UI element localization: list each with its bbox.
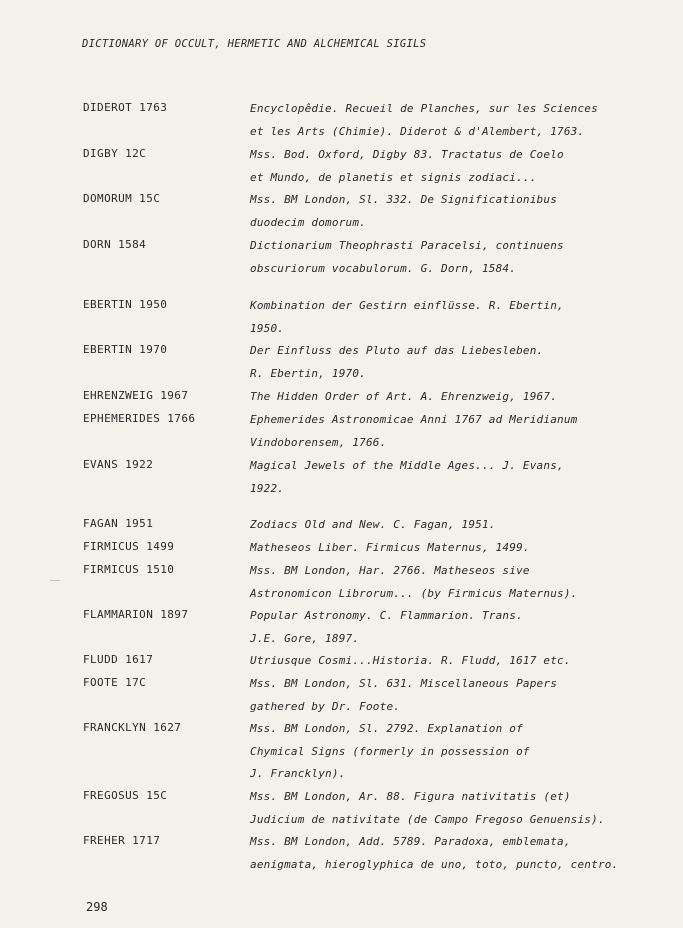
page-number: 298 (86, 900, 108, 914)
entry-reference (250, 789, 670, 834)
reference-line: Zodiacs Old and New. C. Fagan, 1951. (250, 518, 496, 531)
entry-reference (250, 458, 670, 503)
entry-key: DORN 1584 (83, 238, 147, 251)
entry-key: EBERTIN 1950 (83, 298, 168, 311)
entry-key: DIGBY 12C (83, 147, 147, 160)
entry-key: DOMORUM 15C (83, 192, 161, 205)
reference-line: Ephemerides Astronomicae Anni 1767 ad Meridianum (250, 413, 578, 426)
reference-line: J.E. Gore, 1897. (250, 631, 360, 645)
entry-key: EPHEMERIDES 1766 (83, 412, 196, 425)
reference-line: et les Arts (Chimie). Diderot & d'Alembert, 1763. (250, 124, 585, 138)
entry-key: DIDEROT 1763 (83, 101, 168, 114)
reference-line: Popular Astronomy. C. Flammarion. Trans. (250, 609, 523, 622)
entry-reference (250, 147, 670, 192)
running-head: DICTIONARY OF OCCULT, HERMETIC AND ALCHEMICAL SIGILS (82, 38, 427, 50)
reference-line: The Hidden Order of Art. A. Ehrenzweig, 1967. (250, 390, 558, 403)
reference-line: R. Ebertin, 1970. (250, 366, 366, 380)
reference-line: Der Einfluss des Pluto auf das Liebesleben. (250, 344, 544, 357)
reference-line: J. Francklyn). (250, 767, 346, 780)
entry-reference (250, 238, 670, 283)
reference-line: duodecim domorum. (250, 215, 366, 229)
entry-key: FREHER 1717 (83, 834, 161, 847)
entry-key: FOOTE 17C (83, 676, 147, 689)
reference-line: Matheseos Liber. Firmicus Maternus, 1499. (250, 541, 530, 554)
entry-key: FREGOSUS 15C (83, 789, 168, 802)
entry-key: EBERTIN 1970 (83, 343, 168, 356)
reference-line: Kombination der Gestirn einflüsse. R. Ebertin, (250, 299, 564, 312)
reference-line: Vindoborensem, 1766. (250, 435, 387, 449)
reference-line: Utriusque Cosmi...Historia. R. Fludd, 1617 etc. (250, 654, 571, 667)
entry-reference (250, 608, 670, 653)
reference-line: Chymical Signs (formerly in possession of (250, 744, 530, 758)
entry-reference (250, 298, 670, 343)
entry-key: EVANS 1922 (83, 458, 154, 471)
reference-line: Mss. BM London, Add. 5789. Paradoxa, emblemata, (250, 835, 571, 848)
reference-line: Mss. BM London, Sl. 2792. Explanation of (250, 722, 523, 735)
entry-key: FRANCKLYN 1627 (83, 721, 182, 734)
entry-reference (250, 412, 670, 457)
entry-reference (250, 101, 670, 146)
entry-reference (250, 343, 670, 388)
reference-line: Mss. Bod. Oxford, Digby 83. Tractatus de Coelo (250, 148, 564, 161)
reference-line: et Mundo, de planetis et signis zodiaci... (250, 170, 537, 184)
entry-reference (250, 563, 670, 608)
entry-reference (250, 517, 670, 540)
reference-line: Dictionarium Theophrasti Paracelsi, continuens (250, 239, 564, 252)
reference-line: Judicium de nativitate (de Campo Fregoso Genuensis). (250, 812, 605, 826)
entry-reference (250, 192, 670, 237)
reference-line: aenigmata, hieroglyphica de uno, toto, puncto, centro. (250, 857, 619, 871)
entry-key: FLAMMARION 1897 (83, 608, 189, 621)
reference-line: Mss. BM London, Sl. 332. De Significationibus (250, 193, 558, 206)
reference-line: Mss. BM London, Sl. 631. Miscellaneous Papers (250, 677, 558, 690)
entry-key: FLUDD 1617 (83, 653, 154, 666)
entry-key: FAGAN 1951 (83, 517, 154, 530)
reference-line: 1950. (250, 321, 285, 335)
entry-reference (250, 540, 670, 563)
entry-key: FIRMICUS 1510 (83, 563, 175, 576)
reference-line: obscuriorum vocabulorum. G. Dorn, 1584. (250, 261, 517, 275)
reference-line: Mss. BM London, Har. 2766. Matheseos sive (250, 564, 530, 577)
reference-line: Mss. BM London, Ar. 88. Figura nativitatis (et) (250, 790, 571, 803)
entry-reference (250, 721, 670, 789)
reference-line: 1922. (250, 481, 285, 495)
margin-mark (50, 580, 60, 581)
entry-key: FIRMICUS 1499 (83, 540, 175, 553)
reference-line: Encyclopêdie. Recueil de Planches, sur les Sciences (250, 102, 598, 115)
reference-line: gathered by Dr. Foote. (250, 699, 401, 713)
entry-reference (250, 834, 670, 879)
entry-reference (250, 653, 670, 676)
reference-line: Magical Jewels of the Middle Ages... J. Evans, (250, 459, 564, 472)
reference-line: Astronomicon Librorum... (by Firmicus Maternus). (250, 586, 578, 600)
entry-reference (250, 676, 670, 721)
entry-reference (250, 389, 670, 412)
entry-key: EHRENZWEIG 1967 (83, 389, 189, 402)
